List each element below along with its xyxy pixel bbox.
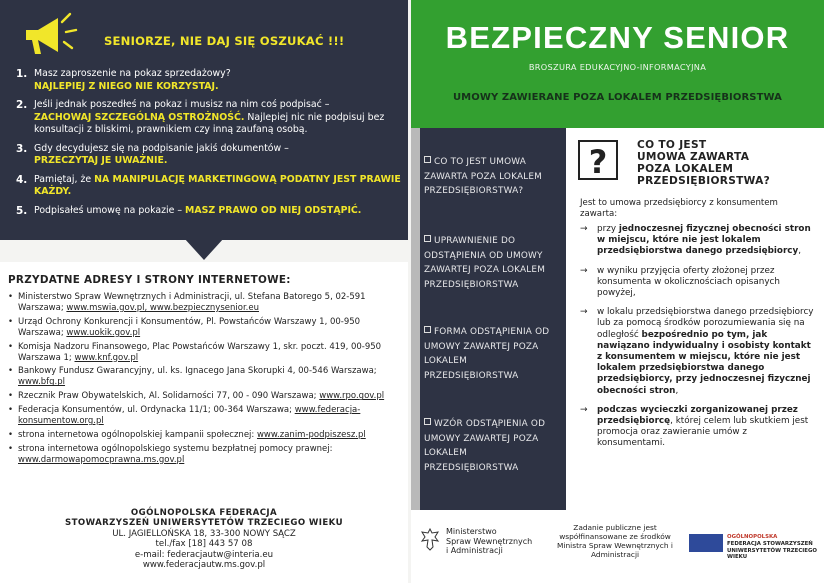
- definition-conditions: [580, 224, 816, 458]
- funding-note: Zadanie publiczne jest współfinansowane ze środków Ministra Spraw Wewnętrznych i Administracji: [557, 523, 673, 559]
- condition-bold: podczas wycieczki zorganizowanej przez przedsiębiorcę: [597, 404, 798, 427]
- tip-number: 3.: [16, 142, 28, 155]
- condition-item: [580, 224, 816, 258]
- condition-bold: bezpośrednio po tym, jak nawiązano indywidualny i osobisty kontakt z konsumentem w miejscu, które nie jest lokalem przedsiębiorstwa danego przedsiębiorcy, przy jednoczesnej fizycznej obecności stron: [597, 329, 811, 396]
- toc-item-label: WZÓR ODSTĄPIENIA OD UMOWY ZAWARTEJ POZA LOKALEM PRZEDSIĘBIORSTWA: [424, 419, 546, 473]
- tip-text: Pamiętaj, że: [34, 173, 95, 185]
- address-link[interactable]: www.zanim-podpiszesz.pl: [256, 429, 366, 440]
- toc-item-label: CO TO JEST UMOWA ZAWARTA POZA LOKALEM PRZEDSIĘBIORSTWA?: [424, 157, 543, 197]
- address-text: Rzecznik Praw Obywatelskich, Al. Solidarności 77, 00 - 090 Warszawa;: [18, 391, 320, 402]
- federation-logo-line: UNIWERSYTETÓW TRZECIEGO WIEKU: [727, 547, 817, 561]
- address-link[interactable]: www.knf.gov.pl: [74, 352, 139, 363]
- federation-name-2: STOWARZYSZEŃ UNIWERSYTETÓW TRZECIEGO WIEKU: [65, 518, 343, 529]
- tip-number: 1.: [16, 68, 28, 80]
- megaphone-icon: [18, 10, 78, 62]
- condition-pre: w lokalu przedsiębiorstwa danego przedsiębiorcy lub za pomocą środków porozumiewania się na odległość: [597, 307, 814, 340]
- tip-item: [16, 68, 404, 93]
- ministry-name: [446, 527, 532, 556]
- address-link[interactable]: www.federacja-konsumentow.org.pl: [18, 405, 361, 427]
- address-link[interactable]: www.mswia.gov.pl, www.bezpiecznysenior.eu: [66, 302, 259, 313]
- tip-highlight: ZACHOWAJ SZCZEGÓLNĄ OSTROŻNOŚĆ.: [34, 111, 245, 123]
- definition-heading-line: PRZEDSIĘBIORSTWA?: [637, 175, 771, 187]
- checkbox-square-icon: [424, 326, 431, 333]
- checkbox-square-icon: [424, 156, 431, 163]
- address-text: Urząd Ochrony Konkurencji i Konsumentów, Pl. Powstańców Warszawy 1, 00-950 Warszawa;: [18, 316, 361, 338]
- federation-address: UL. JAGIELLOŃSKA 18, 33-300 NOWY SĄCZ: [112, 528, 296, 539]
- federation-footer: [0, 508, 408, 570]
- tip-item: [16, 99, 404, 137]
- address-link[interactable]: www.uokik.gov.pl: [66, 327, 141, 338]
- tip-item: [16, 205, 404, 218]
- panel-arrow: [184, 238, 224, 260]
- tip-highlight: PRZECZYTAJ JE UWAŻNIE.: [34, 155, 168, 166]
- address-item: [8, 444, 404, 466]
- condition-item: [580, 405, 816, 450]
- address-text: Federacja Konsumentów, ul. Ordynacka 11/1; 00-364 Warszawa;: [18, 405, 295, 416]
- condition-bold: jednoczesnej fizycznej obecności stron w miejscu, które nie jest lokalem przedsiębiorstwa danego przedsiębiorcy: [597, 224, 811, 257]
- tip-text: Jeśli jednak poszedłeś na pokaz i musisz na nim coś podpisać –: [34, 99, 330, 110]
- address-text: strona internetowa ogólnopolskiego systemu bezpłatnej pomocy prawnej:: [18, 443, 333, 454]
- toc-item-label: UPRAWNIENIE DO ODSTĄPIENIA OD UMOWY ZAWARTEJ POZA LOKALEM PRZEDSIĘBIORSTWA: [424, 236, 546, 290]
- definition-heading-line: UMOWA ZAWARTA: [637, 151, 750, 163]
- address-text: Ministerstwo Spraw Wewnętrznych i Administracji, ul. Stefana Batorego 5, 02-591 Warszawa;: [18, 292, 366, 313]
- address-item: [8, 366, 404, 388]
- address-link[interactable]: www.darmowapomocprawna.ms.gov.pl: [18, 454, 185, 465]
- tip-number: 5.: [16, 204, 28, 217]
- checkbox-square-icon: [424, 235, 431, 242]
- address-link[interactable]: www.rpo.gov.pl: [319, 391, 385, 402]
- federation-logo-line: FEDERACJA STOWARZYSZEŃ: [727, 540, 813, 547]
- address-item: [8, 405, 404, 427]
- condition-pre: w wyniku przyjęcia oferty złożonej przez konsumenta w okolicznościach opisanych powyżej,: [597, 265, 780, 299]
- tip-highlight: MASZ PRAWO OD NIEJ ODSTĄPIĆ.: [185, 204, 362, 216]
- tip-text: Podpisałeś umowę na pokazie –: [34, 204, 186, 216]
- definition-intro: Jest to umowa przedsiębiorcy z konsumentem zawarta:: [580, 198, 778, 219]
- condition-post: , której celem lub skutkiem jest promocja oraz zawieranie umów z konsumentami.: [597, 416, 809, 449]
- tip-number: 4.: [16, 173, 28, 186]
- address-item: [8, 391, 404, 402]
- definition-heading: [637, 139, 770, 187]
- tip-highlight: NA MANIPULACJĘ MARKETINGOWĄ PODATNY JEST PRAWIE KAŻDY.: [34, 173, 401, 197]
- condition-pre: przy: [597, 224, 619, 234]
- condition-post: ,: [798, 246, 802, 257]
- federation-name-1: OGÓLNOPOLSKA FEDERACJA: [130, 508, 278, 518]
- toc-item[interactable]: [424, 325, 564, 383]
- ministry-line: Ministerstwo: [446, 527, 497, 536]
- tip-text: Gdy decydujesz się na podpisanie jakiś dokumentów –: [34, 142, 289, 154]
- address-item: [8, 292, 404, 314]
- address-text: strona internetowa ogólnopolskiej kampanii społecznej:: [18, 429, 257, 440]
- tip-item: [16, 143, 404, 168]
- address-text: Komisja Nadzoru Finansowego, Plac Powstańców Warszawy 1, skr. poczt. 419, 00-950 Warszawa 1;: [18, 341, 382, 363]
- definition-heading-line: POZA LOKALEM: [637, 163, 734, 175]
- ministry-line: Spraw Wewnętrznych: [446, 536, 533, 546]
- address-item: [8, 342, 404, 364]
- toc-item[interactable]: [424, 417, 564, 475]
- condition-post: ,: [675, 385, 679, 396]
- definition-heading-line: CO TO JEST: [637, 139, 707, 151]
- addresses-title: PRZYDATNE ADRESY I STRONY INTERNETOWE:: [8, 274, 291, 286]
- tip-text: Najlepiej nic nie podpisuj bez konsultacji z bliskimi, prawnikiem czy inną zaufaną osobą.: [34, 111, 385, 135]
- toc-item[interactable]: [424, 234, 564, 292]
- condition-item: [580, 266, 816, 300]
- tip-item: [16, 174, 404, 199]
- toc-item[interactable]: [424, 155, 564, 199]
- federation-logo-text: [727, 534, 824, 561]
- address-item: [8, 317, 404, 339]
- warning-heading: SENIORZE, NIE DAJ SIĘ OSZUKAĆ !!!: [104, 34, 345, 48]
- toc-item-label: FORMA ODSTĄPIENIA OD UMOWY ZAWARTEJ POZA LOKALEM PRZEDSIĘBIORSTWA: [424, 327, 550, 381]
- brochure-title: BEZPIECZNY SENIOR: [445, 20, 790, 55]
- ministry-line: i Administracji: [446, 546, 503, 556]
- tips-list: [16, 68, 404, 223]
- federation-email[interactable]: e-mail: federacjautw@interia.eu: [134, 549, 274, 560]
- brochure-subtitle: BROSZURA EDUKACYJNO-INFORMACYJNA: [528, 62, 707, 72]
- federation-logo: [689, 534, 723, 552]
- brochure-topic: UMOWY ZAWIERANE POZA LOKALEM PRZEDSIĘBIORSTWA: [452, 92, 783, 103]
- federation-phone: tel./fax [18] 443 57 08: [155, 539, 253, 550]
- question-mark-icon: ?: [578, 140, 618, 180]
- tip-number: 2.: [16, 99, 28, 111]
- federation-logo-line: OGÓLNOPOLSKA: [727, 534, 778, 540]
- federation-website[interactable]: www.federacjautw.ms.gov.pl: [142, 560, 266, 571]
- checkbox-square-icon: [424, 418, 431, 425]
- eagle-emblem-icon: [420, 527, 440, 551]
- tip-text: Masz zaproszenie na pokaz sprzedażowy?: [34, 68, 231, 79]
- addresses-list: [8, 292, 404, 469]
- condition-item: [580, 307, 816, 397]
- tip-highlight: NAJLEPIEJ Z NIEGO NIE KORZYSTAJ.: [34, 80, 219, 92]
- address-item: [8, 430, 404, 441]
- address-link[interactable]: www.bfg.pl: [18, 377, 66, 388]
- address-text: Bankowy Fundusz Gwarancyjny, ul. ks. Ignacego Jana Skorupki 4, 00-546 Warszawa;: [18, 366, 377, 377]
